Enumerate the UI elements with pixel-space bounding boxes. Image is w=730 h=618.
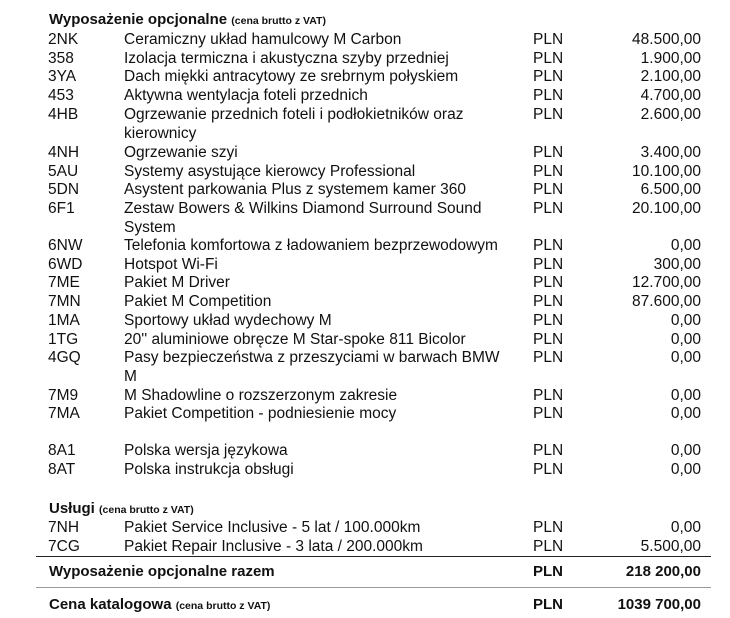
item-desc: Systemy asystujące kierowcy Professional [124, 163, 416, 180]
item-code: 8A1 [48, 442, 76, 459]
catalog-price-label-wrap [49, 595, 270, 616]
item-row [0, 105, 730, 143]
item-cur: PLN [533, 331, 564, 348]
options-total-price: 218 200,00 [625, 563, 701, 580]
item-code: 6NW [48, 237, 83, 254]
item-row [0, 86, 730, 105]
item-cur: PLN [533, 538, 564, 555]
item-row [0, 255, 730, 274]
item-row [0, 236, 730, 255]
item-desc: Dach miękki antracytowy ze srebrnym połyskiem [124, 68, 459, 85]
item-price: 0,00 [670, 461, 701, 478]
item-cur: PLN [533, 312, 564, 329]
item-cur: PLN [533, 349, 564, 366]
item-code: 7ME [48, 274, 80, 291]
item-price: 10.100,00 [632, 163, 701, 180]
item-price: 0,00 [670, 442, 701, 459]
options-total-currency: PLN [533, 563, 563, 580]
item-price: 48.500,00 [632, 31, 701, 48]
item-price: 300,00 [653, 256, 701, 273]
item-desc: Ogrzewanie szyi [124, 144, 238, 161]
item-desc: 20'' aluminiowe obręcze M Star-spoke 811 Bicolor [124, 331, 466, 348]
item-row [0, 518, 730, 537]
options-heading [49, 11, 326, 28]
item-cur: PLN [533, 50, 564, 67]
item-row [0, 386, 730, 405]
item-cur: PLN [533, 144, 564, 161]
item-desc: Pasy bezpieczeństwa z przeszyciami w barwach BMW M [124, 349, 500, 385]
item-code: 5AU [48, 163, 79, 180]
item-desc: Polska instrukcja obsługi [124, 461, 294, 478]
item-row [0, 199, 730, 237]
item-price: 5.500,00 [640, 538, 701, 555]
item-code: 2NK [48, 31, 79, 48]
item-cur: PLN [533, 68, 564, 85]
item-cur: PLN [533, 31, 564, 48]
item-cur: PLN [533, 519, 564, 536]
item-desc: Ogrzewanie przednich foteli i podłokietników oraz kierownicy [124, 106, 464, 142]
item-row [0, 273, 730, 292]
item-desc: Polska wersja językowa [124, 442, 288, 459]
item-code: 7MN [48, 293, 81, 310]
catalog-price-note: (cena brutto z VAT) [175, 600, 271, 612]
item-code: 5DN [48, 181, 80, 198]
item-cur: PLN [533, 87, 564, 104]
item-cur: PLN [533, 405, 564, 422]
item-price: 0,00 [670, 237, 701, 254]
item-desc: Ceramiczny układ hamulcowy M Carbon [124, 31, 402, 48]
item-desc: Pakiet M Competition [124, 293, 272, 310]
item-desc: Zestaw Bowers & Wilkins Diamond Surround Sound System [124, 200, 482, 236]
item-price: 6.500,00 [640, 181, 701, 198]
catalog-price-label: Cena katalogowa [49, 596, 172, 613]
item-price: 3.400,00 [640, 144, 701, 161]
item-row [0, 292, 730, 311]
item-code: 453 [48, 87, 74, 104]
catalog-price-currency: PLN [533, 596, 563, 613]
item-desc: Asystent parkowania Plus z systemem kamer 360 [124, 181, 466, 198]
item-desc: Hotspot Wi-Fi [124, 256, 218, 273]
item-desc: Telefonia komfortowa z ładowaniem bezprzewodowym [124, 237, 498, 254]
item-code: 1MA [48, 312, 80, 329]
item-price: 0,00 [670, 405, 701, 422]
item-row [0, 162, 730, 181]
item-price: 0,00 [670, 331, 701, 348]
item-code: 6WD [48, 256, 83, 273]
item-desc: Pakiet Repair Inclusive - 3 lata / 200.000km [124, 538, 423, 555]
item-row [0, 180, 730, 199]
item-code: 3YA [48, 68, 77, 85]
item-desc: Aktywna wentylacja foteli przednich [124, 87, 368, 104]
item-row [0, 67, 730, 86]
item-code: 7NH [48, 519, 80, 536]
item-code: 8AT [48, 461, 76, 478]
item-cur: PLN [533, 293, 564, 310]
item-desc: Sportowy układ wydechowy M [124, 312, 332, 329]
item-row [0, 441, 730, 460]
divider-rule [36, 556, 711, 557]
item-code: 4HB [48, 106, 79, 123]
item-price: 0,00 [670, 519, 701, 536]
item-cur: PLN [533, 200, 564, 217]
item-cur: PLN [533, 442, 564, 459]
item-code: 7M9 [48, 387, 79, 404]
catalog-price-value: 1039 700,00 [617, 596, 701, 613]
item-price: 0,00 [670, 312, 701, 329]
item-row [0, 348, 730, 386]
item-price: 2.100,00 [640, 68, 701, 85]
item-cur: PLN [533, 163, 564, 180]
item-row [0, 537, 730, 556]
item-price: 20.100,00 [632, 200, 701, 217]
item-code: 358 [48, 50, 74, 67]
item-price: 0,00 [670, 387, 701, 404]
item-desc: Izolacja termiczna i akustyczna szyby przedniej [124, 50, 449, 67]
item-cur: PLN [533, 274, 564, 291]
item-desc: Pakiet M Driver [124, 274, 230, 291]
item-cur: PLN [533, 181, 564, 198]
item-code: 1TG [48, 331, 79, 348]
item-cur: PLN [533, 256, 564, 273]
item-cur: PLN [533, 106, 564, 123]
item-price: 0,00 [670, 349, 701, 366]
item-row [0, 49, 730, 68]
item-row [0, 143, 730, 162]
item-price: 12.700,00 [632, 274, 701, 291]
item-price: 1.900,00 [640, 50, 701, 67]
item-cur: PLN [533, 237, 564, 254]
item-code: 4GQ [48, 349, 81, 366]
item-code: 4NH [48, 144, 80, 161]
divider-rule-thin [36, 587, 711, 588]
item-row [0, 330, 730, 349]
item-desc: M Shadowline o rozszerzonym zakresie [124, 387, 398, 404]
item-row [0, 460, 730, 479]
services-heading-note: (cena brutto z VAT) [99, 504, 194, 516]
item-price: 87.600,00 [632, 293, 701, 310]
options-heading-note: (cena brutto z VAT) [231, 15, 326, 27]
item-price: 2.600,00 [640, 106, 701, 123]
options-total-label: Wyposażenie opcjonalne razem [49, 563, 275, 580]
item-row [0, 404, 730, 423]
options-heading-title: Wyposażenie opcjonalne [49, 11, 228, 28]
item-desc: Pakiet Competition - podniesienie mocy [124, 405, 397, 422]
item-row [0, 311, 730, 330]
item-code: 7MA [48, 405, 80, 422]
item-code: 7CG [48, 538, 80, 555]
item-cur: PLN [533, 387, 564, 404]
item-cur: PLN [533, 461, 564, 478]
item-price: 4.700,00 [640, 87, 701, 104]
services-heading [49, 500, 194, 517]
item-desc: Pakiet Service Inclusive - 5 lat / 100.000km [124, 519, 421, 536]
services-heading-title: Usługi [49, 500, 95, 517]
item-row [0, 30, 730, 49]
item-code: 6F1 [48, 200, 75, 217]
